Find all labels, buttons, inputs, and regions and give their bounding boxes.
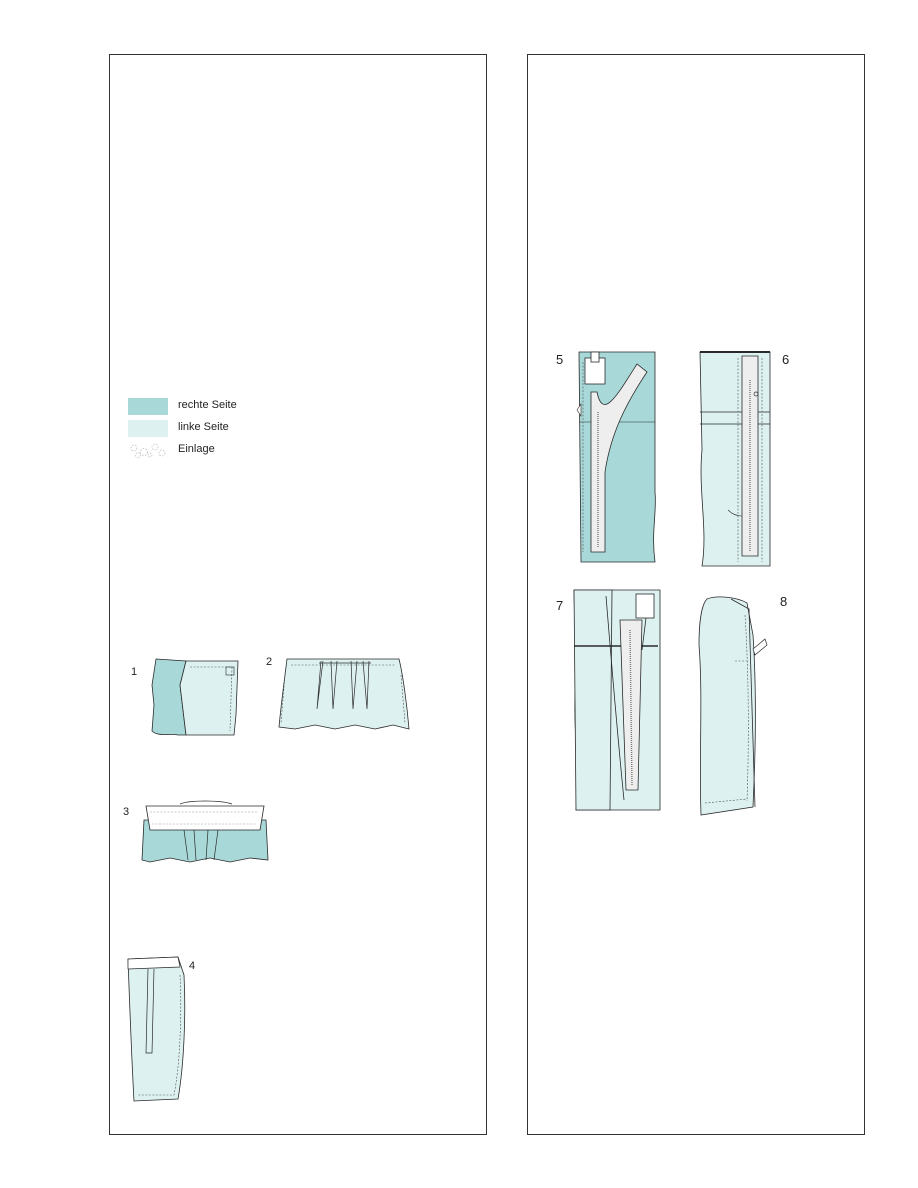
right-side-swatch	[128, 398, 168, 415]
left-side-swatch	[128, 420, 168, 437]
figure-number: 7	[556, 598, 564, 613]
figure-number: 6	[782, 352, 790, 367]
figure-6-illustration	[698, 350, 778, 572]
figure-number: 8	[780, 594, 788, 609]
figure-number: 4	[189, 960, 196, 972]
figure-number: 1	[131, 666, 138, 678]
figure-2-illustration	[275, 655, 415, 735]
figure-3-illustration	[140, 800, 272, 866]
figure-5-illustration	[575, 352, 665, 567]
legend-label: rechte Seite	[178, 399, 237, 411]
legend-label: Einlage	[178, 443, 215, 455]
figure-1-illustration	[150, 655, 240, 740]
legend-item-left-side	[128, 420, 328, 438]
legend-label: linke Seite	[178, 421, 229, 433]
interfacing-swatch	[128, 442, 168, 459]
figure-number: 3	[123, 806, 130, 818]
figure-number: 5	[556, 352, 564, 367]
legend-item-right-side	[128, 398, 328, 416]
figure-8-illustration	[697, 595, 779, 820]
legend-item-interfacing	[128, 442, 328, 460]
figure-7-illustration	[572, 590, 664, 815]
figure-number: 2	[266, 656, 273, 668]
figure-4-illustration	[126, 955, 196, 1105]
